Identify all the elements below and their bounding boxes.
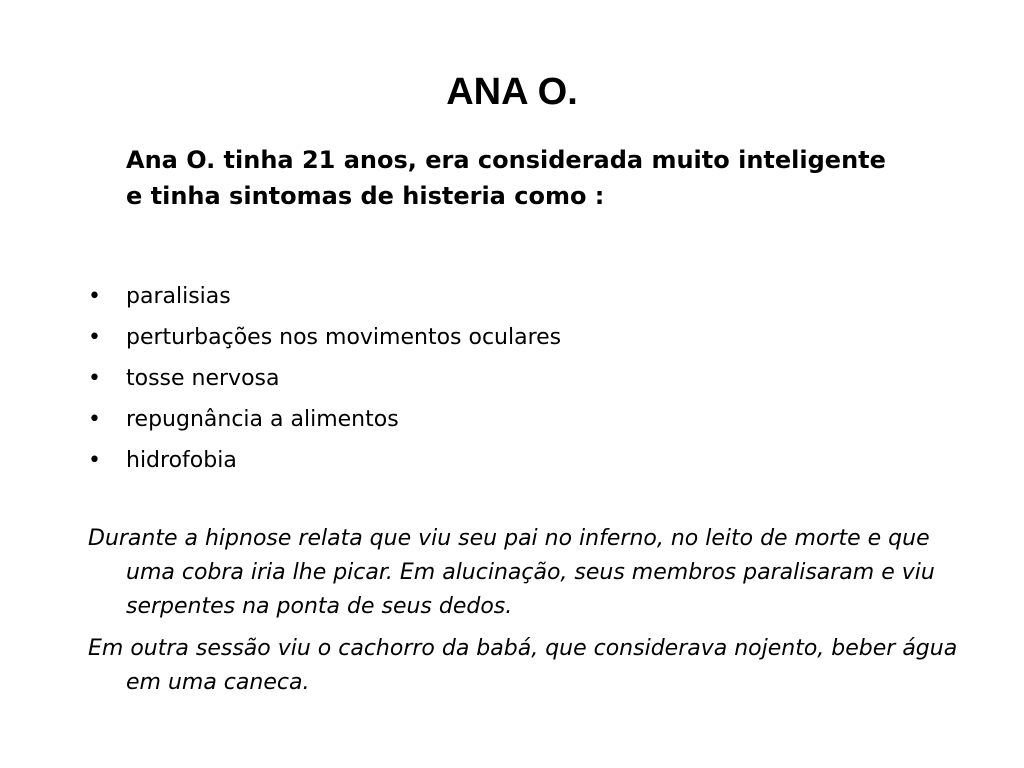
list-item [88, 358, 888, 399]
symptom-text: paralisias [126, 284, 231, 309]
bullet-icon: • [88, 325, 101, 350]
bullet-icon: • [88, 284, 101, 309]
symptom-text: hidrofobia [126, 448, 237, 473]
list-item [88, 399, 888, 440]
bullet-icon: • [88, 407, 101, 432]
bullet-icon: • [88, 366, 101, 391]
symptom-text: perturbações nos movimentos oculares [126, 325, 562, 350]
session-paragraph: Em outra sessão viu o cachorro da babá, que considerava nojento, beber água em uma caneca. [88, 636, 958, 695]
intro-text: Ana O. tinha 21 anos, era considerada muito inteligente e tinha sintomas de histeria como : [126, 146, 886, 210]
slide-title: ANA O. [446, 71, 578, 113]
symptom-text: tosse nervosa [126, 366, 280, 391]
hypnosis-paragraph: Durante a hipnose relata que viu seu pai no inferno, no leito de morte e que uma cobra iria lhe picar. Em alucinação, seus membros paralisaram e viu serpentes na ponta de seus dedos. [88, 526, 935, 619]
list-item [88, 276, 888, 317]
symptom-list [88, 276, 888, 481]
list-item [88, 440, 888, 481]
symptom-text: repugnância a alimentos [126, 407, 399, 432]
list-item [88, 317, 888, 358]
bullet-icon: • [88, 448, 101, 473]
